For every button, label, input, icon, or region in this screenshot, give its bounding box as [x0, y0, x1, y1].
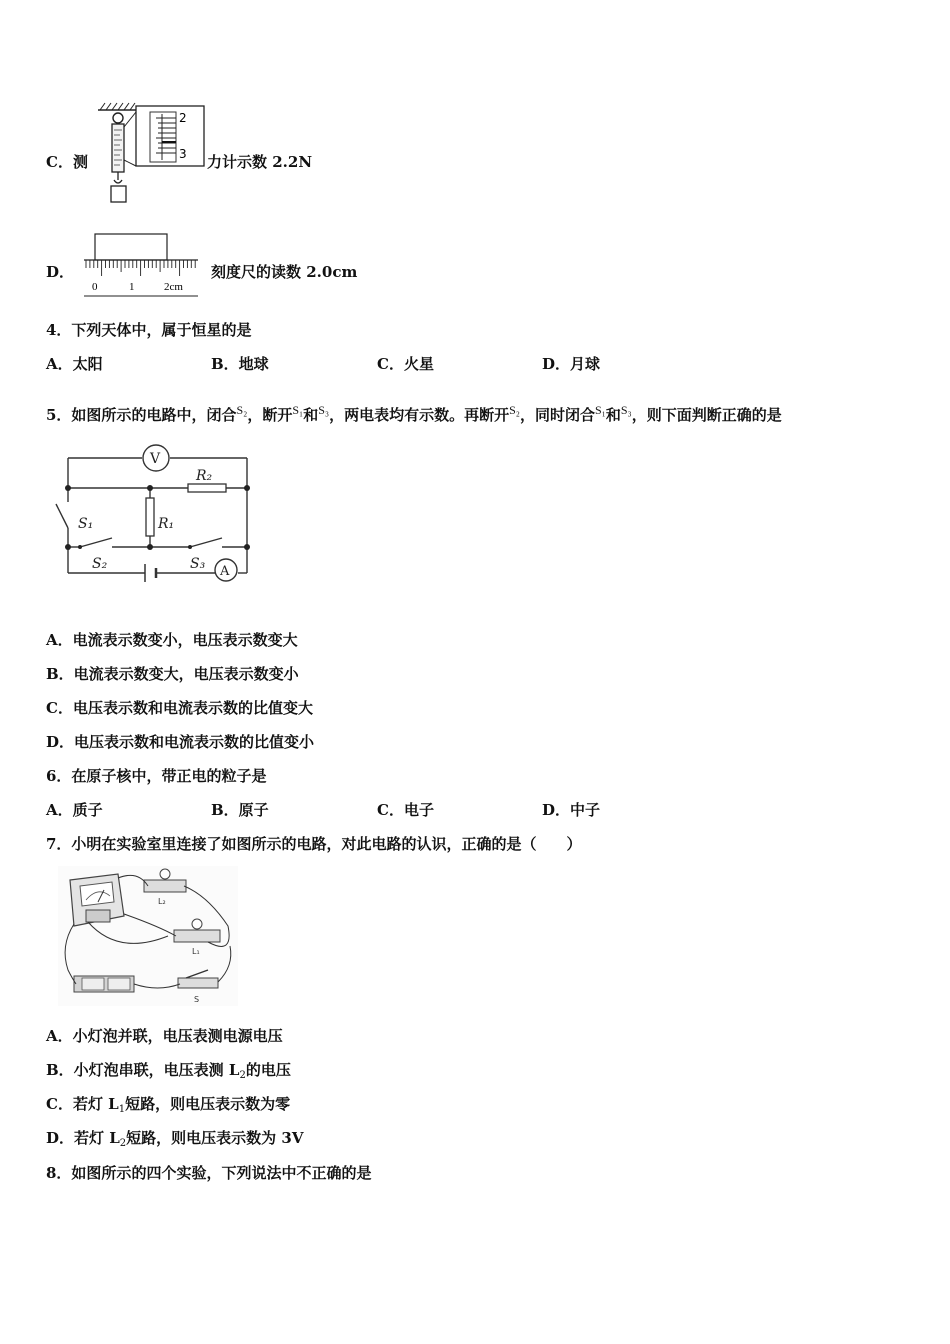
- q5-option-a: A．电流表示数变小，电压表示数变大: [46, 631, 298, 649]
- ruler-label-0: 0: [92, 281, 98, 293]
- q5-stem: [46, 400, 782, 425]
- q5-option-c: C．电压表示数和电流表示数的比值变大: [46, 699, 313, 717]
- s3-label: S₃: [190, 556, 206, 572]
- switch-s1-ref-2: S₁: [594, 403, 606, 417]
- scale-label-2: 2: [179, 111, 187, 125]
- r2-label: R₂: [196, 468, 213, 484]
- q4-option-d: D．月球: [542, 355, 601, 373]
- q7-option-c-post: 短路，则电压表示数为零: [125, 1095, 291, 1113]
- photo-label-l1: L₁: [192, 947, 200, 956]
- q5-circuit-diagram: [50, 440, 260, 592]
- q5-stem-part3: 和: [303, 406, 319, 424]
- q7-option-b-pre: B．小灯泡串联，电压表测 L: [46, 1061, 240, 1079]
- q7-option-a: A．小灯泡并联，电压表测电源电压: [46, 1027, 283, 1045]
- q3-option-c-letter: C．: [46, 153, 73, 171]
- switch-s3-ref: S₃: [318, 403, 330, 417]
- q5-stem-part1: 5．如图所示的电路中，闭合: [46, 406, 237, 424]
- spring-scale-figure: [96, 100, 208, 206]
- q7-option-b-sub: 2: [239, 1070, 246, 1081]
- photo-label-l2: L₂: [158, 897, 166, 906]
- q6-option-c: C．电子: [377, 801, 434, 819]
- q5-stem-part5: ，同时闭合: [519, 406, 595, 424]
- q5-option-b: B．电流表示数变大，电压表示数变小: [46, 665, 299, 683]
- switch-s2-ref-2: S₂: [509, 403, 520, 417]
- q7-option-d-post: 短路，则电压表示数为 3V: [126, 1129, 304, 1147]
- q6-option-b: B．原子: [211, 801, 269, 819]
- voltmeter-label: V: [150, 451, 161, 467]
- switch-s2-ref: S₂: [236, 403, 248, 417]
- q7-circuit-photo: [58, 866, 238, 1006]
- ruler-figure: [80, 232, 202, 300]
- ammeter-label: A: [220, 564, 230, 579]
- q7-option-c: [46, 1094, 290, 1120]
- q5-option-d: D．电压表示数和电流表示数的比值变小: [46, 733, 315, 751]
- q3-option-d-letter: D．: [46, 263, 75, 281]
- q7-option-d: [46, 1128, 303, 1154]
- q7-stem: 7．小明在实验室里连接了如图所示的电路，对此电路的认识，正确的是（ ）: [46, 835, 582, 853]
- q4-option-b: B．地球: [211, 355, 269, 373]
- q3-option-c: [46, 152, 88, 172]
- q4-option-c: C．火星: [377, 355, 434, 373]
- q8-stem: 8．如图所示的四个实验，下列说法中不正确的是: [46, 1164, 372, 1182]
- q6-stem: 6．在原子核中，带正电的粒子是: [46, 767, 267, 785]
- q6-option-d: D．中子: [542, 801, 601, 819]
- q3-option-d-text: 刻度尺的读数 2.0cm: [211, 263, 358, 281]
- scale-label-3: 3: [179, 147, 187, 161]
- q7-option-d-pre: D．若灯 L: [46, 1129, 120, 1147]
- r1-label: R₁: [158, 516, 175, 532]
- q7-option-b: [46, 1060, 291, 1086]
- ruler-label-2cm: 2cm: [164, 281, 183, 293]
- s2-label: S₂: [92, 556, 108, 572]
- photo-label-s: S: [194, 995, 200, 1004]
- q7-option-c-pre: C．若灯 L: [46, 1095, 119, 1113]
- q5-stem-part7: ，则下面判断正确的是: [631, 406, 782, 424]
- q6-option-a: A．质子: [46, 801, 103, 819]
- q5-stem-part6: 和: [605, 406, 621, 424]
- q4-option-a: A．太阳: [46, 355, 103, 373]
- q5-stem-part4: ，两电表均有示数。再断开: [329, 406, 510, 424]
- switch-s1-ref: S₁: [292, 403, 304, 417]
- q5-stem-part2: ，断开: [247, 406, 293, 424]
- q7-option-c-sub: 1: [118, 1104, 126, 1115]
- q7-option-d-sub: 2: [119, 1138, 127, 1149]
- q3-option-c-suffix: 力计示数 2.2N: [207, 153, 313, 171]
- ruler-label-1: 1: [129, 281, 135, 293]
- switch-s3-ref-2: S₃: [620, 403, 632, 417]
- q3-option-c-prefix: 测: [72, 153, 88, 171]
- q7-option-b-post: 的电压: [245, 1061, 291, 1079]
- q4-stem: 4．下列天体中，属于恒星的是: [46, 321, 252, 339]
- s1-label: S₁: [78, 516, 94, 532]
